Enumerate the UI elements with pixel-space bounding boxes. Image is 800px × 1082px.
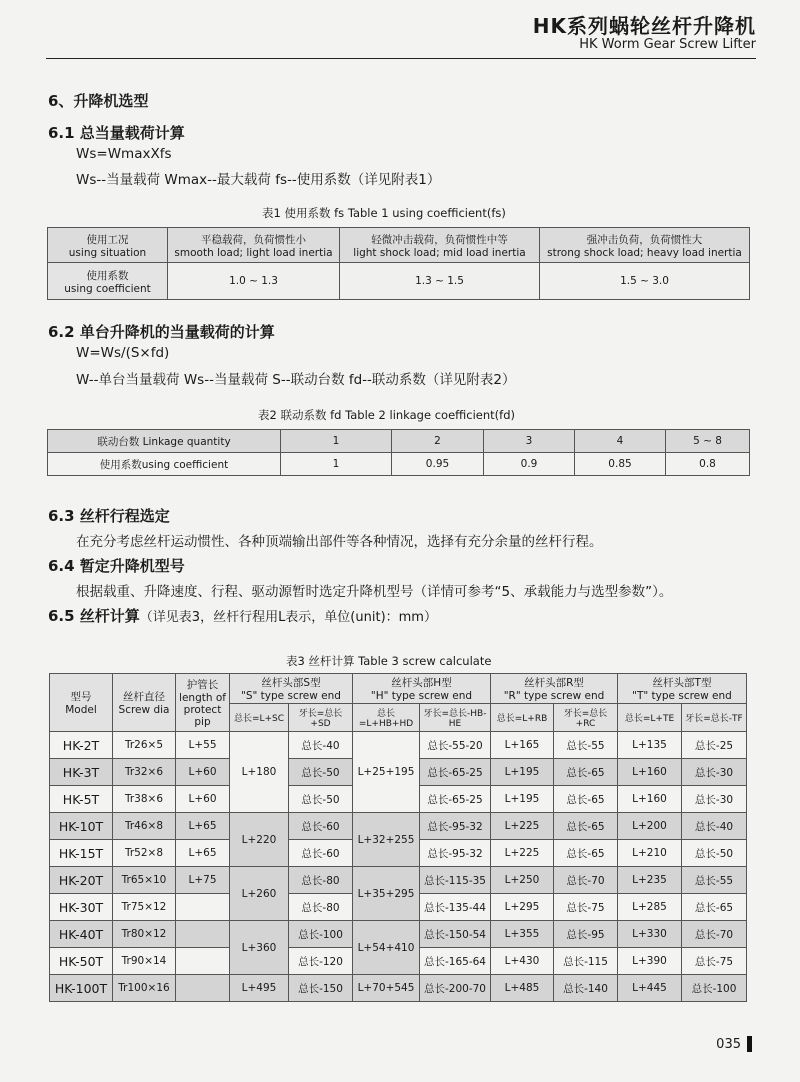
t-thread-cell: 总长-40: [682, 813, 747, 840]
s-thread-cell: 总长-80: [289, 867, 353, 894]
model-cell: HK-50T: [50, 948, 113, 975]
table1-row-label: 使用系数 using coefficient: [48, 263, 168, 300]
section-6-4-title: 6.4 暂定升降机型号: [48, 557, 185, 575]
table2-coefficient: 1: [281, 453, 392, 476]
t-total-cell: L+160: [618, 786, 682, 813]
page-number: 035: [716, 1036, 741, 1052]
table1-value-smooth: 1.0 ~ 1.3: [168, 263, 340, 300]
h-total-cell: L+25+195: [353, 732, 420, 813]
table3-screw-calculate: [49, 673, 747, 1002]
h-thread-cell: 总长-165-64: [420, 948, 491, 975]
section-6-5-note: （详见表3，丝杆行程用L表示，单位(unit)：mm）: [139, 610, 437, 625]
s-thread-cell: 总长-80: [289, 894, 353, 921]
r-thread-cell: 总长-65: [554, 840, 618, 867]
table3-sub-header: 总长=L+TE: [618, 704, 682, 732]
table2-linkage-coefficient: [47, 429, 750, 476]
model-cell: HK-3T: [50, 759, 113, 786]
table3-sub-header: 总长=L+HB+HD: [353, 704, 420, 732]
screw-dia-cell: Tr46×8: [113, 813, 176, 840]
screw-dia-cell: Tr90×14: [113, 948, 176, 975]
table1-using-coefficient: [47, 227, 750, 300]
page-header: [0, 0, 800, 62]
t-total-cell: L+135: [618, 732, 682, 759]
r-total-cell: L+250: [491, 867, 554, 894]
model-cell: HK-15T: [50, 840, 113, 867]
h-thread-cell: 总长-115-35: [420, 867, 491, 894]
t-thread-cell: 总长-50: [682, 840, 747, 867]
table3-header-h-type: 丝杆头部H型 "H" type screw end: [353, 674, 491, 704]
table3-sub-header: 牙长=总长+RC: [554, 704, 618, 732]
s-total-cell: L+260: [230, 867, 289, 921]
table1-header-light-shock: 轻微冲击载荷，负荷惯性中等 light shock load; mid load inertia: [340, 228, 540, 263]
h-total-cell: L+32+255: [353, 813, 420, 867]
table1-header-smooth: 平稳载荷，负荷惯性小 smooth load; light load inertia: [168, 228, 340, 263]
protect-pipe-cell: L+60: [176, 786, 230, 813]
h-thread-cell: 总长-150-54: [420, 921, 491, 948]
table3-caption: 表3 丝杆计算 Table 3 screw calculate: [286, 654, 492, 668]
r-thread-cell: 总长-65: [554, 813, 618, 840]
r-total-cell: L+295: [491, 894, 554, 921]
table3-header-s-type: 丝杆头部S型 "S" type screw end: [230, 674, 353, 704]
page-number-box: [716, 1036, 752, 1052]
formula-w: W=Ws/(S×fd): [76, 345, 170, 361]
s-thread-cell: 总长-60: [289, 840, 353, 867]
section-6-4-body: 根据载重、升降速度、行程、驱动源暂时选定升降机型号（详情可参考“5、承载能力与选型参数”）。: [76, 584, 673, 600]
r-total-cell: L+485: [491, 975, 554, 1002]
model-cell: HK-5T: [50, 786, 113, 813]
table3-header-r-type: 丝杆头部R型 "R" type screw end: [491, 674, 618, 704]
h-thread-cell: 总长-135-44: [420, 894, 491, 921]
screw-dia-cell: Tr75×12: [113, 894, 176, 921]
model-cell: HK-10T: [50, 813, 113, 840]
r-total-cell: L+225: [491, 813, 554, 840]
section-6-3-title: 6.3 丝杆行程选定: [48, 507, 170, 525]
screw-dia-cell: Tr80×12: [113, 921, 176, 948]
r-total-cell: L+225: [491, 840, 554, 867]
section-6-5-heading: [48, 605, 437, 626]
table2-quantity: 2: [392, 430, 484, 453]
s-total-cell: L+180: [230, 732, 289, 813]
table2-coefficient: 0.85: [575, 453, 666, 476]
protect-pipe-cell: L+75: [176, 867, 230, 894]
s-thread-cell: 总长-150: [289, 975, 353, 1002]
section-6-2-title: 6.2 单台升降机的当量载荷的计算: [48, 323, 275, 341]
table2-row2-label: 使用系数using coefficient: [48, 453, 281, 476]
screw-dia-cell: Tr52×8: [113, 840, 176, 867]
model-cell: HK-30T: [50, 894, 113, 921]
t-thread-cell: 总长-70: [682, 921, 747, 948]
screw-dia-cell: Tr26×5: [113, 732, 176, 759]
table-row: [50, 975, 747, 1002]
section-6-3-body: 在充分考虑丝杆运动惯性、各种顶端输出部件等各种情况，选择有充分余量的丝杆行程。: [76, 534, 603, 550]
protect-pipe-cell: L+65: [176, 813, 230, 840]
table3-header-model: 型号 Model: [50, 674, 113, 732]
table2-coefficient: 0.95: [392, 453, 484, 476]
r-thread-cell: 总长-95: [554, 921, 618, 948]
header-title-en: HK Worm Gear Screw Lifter: [579, 37, 756, 52]
t-thread-cell: 总长-100: [682, 975, 747, 1002]
h-total-cell: L+54+410: [353, 921, 420, 975]
s-total-cell: L+220: [230, 813, 289, 867]
table1-header-situation: 使用工况 using situation: [48, 228, 168, 263]
formula-ws: Ws=WmaxXfs: [76, 146, 172, 162]
s-total-cell: L+360: [230, 921, 289, 975]
r-total-cell: L+165: [491, 732, 554, 759]
h-thread-cell: 总长-200-70: [420, 975, 491, 1002]
s-thread-cell: 总长-100: [289, 921, 353, 948]
r-thread-cell: 总长-70: [554, 867, 618, 894]
model-cell: HK-20T: [50, 867, 113, 894]
screw-dia-cell: Tr100×16: [113, 975, 176, 1002]
s-thread-cell: 总长-120: [289, 948, 353, 975]
protect-pipe-cell: [176, 975, 230, 1002]
table-row: [50, 867, 747, 894]
screw-dia-cell: Tr65×10: [113, 867, 176, 894]
formula-ws-desc: Ws--当量载荷 Wmax--最大载荷 fs--使用系数（详见附表1）: [76, 172, 441, 188]
r-total-cell: L+430: [491, 948, 554, 975]
table2-caption: 表2 联动系数 fd Table 2 linkage coefficient(fd): [258, 408, 515, 422]
section-6-1-title: 6.1 总当量载荷计算: [48, 124, 185, 142]
screw-dia-cell: Tr38×6: [113, 786, 176, 813]
s-thread-cell: 总长-40: [289, 732, 353, 759]
model-cell: HK-2T: [50, 732, 113, 759]
r-total-cell: L+195: [491, 786, 554, 813]
protect-pipe-cell: [176, 921, 230, 948]
s-thread-cell: 总长-50: [289, 786, 353, 813]
t-total-cell: L+235: [618, 867, 682, 894]
h-thread-cell: 总长-65-25: [420, 786, 491, 813]
r-thread-cell: 总长-75: [554, 894, 618, 921]
table3-header-screw-dia: 丝杆直径 Screw dia: [113, 674, 176, 732]
table3-header-t-type: 丝杆头部T型 "T" type screw end: [618, 674, 747, 704]
formula-w-desc: W--单台当量载荷 Ws--当量载荷 S--联动台数 fd--联动系数（详见附表2）: [76, 372, 516, 388]
page-marker-bar: [747, 1036, 752, 1052]
table-row: [50, 732, 747, 759]
table2-coefficient: 0.8: [666, 453, 750, 476]
s-thread-cell: 总长-60: [289, 813, 353, 840]
s-total-cell: L+495: [230, 975, 289, 1002]
t-total-cell: L+200: [618, 813, 682, 840]
r-thread-cell: 总长-115: [554, 948, 618, 975]
r-thread-cell: 总长-65: [554, 786, 618, 813]
screw-dia-cell: Tr32×6: [113, 759, 176, 786]
table2-quantity: 1: [281, 430, 392, 453]
table3-sub-header: 牙长=总长-TF: [682, 704, 747, 732]
t-total-cell: L+210: [618, 840, 682, 867]
table2-quantity: 3: [484, 430, 575, 453]
table1-value-light-shock: 1.3 ~ 1.5: [340, 263, 540, 300]
protect-pipe-cell: [176, 894, 230, 921]
table1-value-strong-shock: 1.5 ~ 3.0: [540, 263, 750, 300]
t-thread-cell: 总长-30: [682, 786, 747, 813]
table1-caption: 表1 使用系数 fs Table 1 using coefficient(fs): [262, 206, 506, 220]
h-thread-cell: 总长-95-32: [420, 813, 491, 840]
header-rule: [46, 58, 756, 59]
t-thread-cell: 总长-55: [682, 867, 747, 894]
table2-coefficient: 0.9: [484, 453, 575, 476]
table3-sub-header: 牙长=总长-HB-HE: [420, 704, 491, 732]
table-row: [50, 921, 747, 948]
section-6-5-title: 6.5 丝杆计算: [48, 607, 140, 625]
protect-pipe-cell: L+65: [176, 840, 230, 867]
r-total-cell: L+195: [491, 759, 554, 786]
h-total-cell: L+35+295: [353, 867, 420, 921]
protect-pipe-cell: [176, 948, 230, 975]
t-total-cell: L+160: [618, 759, 682, 786]
h-total-cell: L+70+545: [353, 975, 420, 1002]
table3-sub-header: 总长=L+RB: [491, 704, 554, 732]
t-total-cell: L+330: [618, 921, 682, 948]
r-thread-cell: 总长-65: [554, 759, 618, 786]
t-total-cell: L+445: [618, 975, 682, 1002]
r-thread-cell: 总长-55: [554, 732, 618, 759]
table-row: [50, 813, 747, 840]
h-thread-cell: 总长-95-32: [420, 840, 491, 867]
model-cell: HK-100T: [50, 975, 113, 1002]
protect-pipe-cell: L+60: [176, 759, 230, 786]
table2-quantity: 4: [575, 430, 666, 453]
t-total-cell: L+285: [618, 894, 682, 921]
t-thread-cell: 总长-75: [682, 948, 747, 975]
h-thread-cell: 总长-65-25: [420, 759, 491, 786]
table1-header-strong-shock: 强冲击负荷，负荷惯性大 strong shock load; heavy load inertia: [540, 228, 750, 263]
table2-row1-label: 联动台数 Linkage quantity: [48, 430, 281, 453]
t-thread-cell: 总长-65: [682, 894, 747, 921]
h-thread-cell: 总长-55-20: [420, 732, 491, 759]
protect-pipe-cell: L+55: [176, 732, 230, 759]
table3-sub-header: 总长=L+SC: [230, 704, 289, 732]
r-thread-cell: 总长-140: [554, 975, 618, 1002]
s-thread-cell: 总长-50: [289, 759, 353, 786]
header-title-cn: HK系列蜗轮丝杆升降机: [532, 14, 756, 38]
r-total-cell: L+355: [491, 921, 554, 948]
t-thread-cell: 总长-25: [682, 732, 747, 759]
model-cell: HK-40T: [50, 921, 113, 948]
section-6-title: 6、升降机选型: [48, 92, 149, 110]
table3-sub-header: 牙长=总长+SD: [289, 704, 353, 732]
table2-quantity: 5 ~ 8: [666, 430, 750, 453]
t-thread-cell: 总长-30: [682, 759, 747, 786]
table3-header-protect-pipe: 护管长 length of protect pip: [176, 674, 230, 732]
t-total-cell: L+390: [618, 948, 682, 975]
